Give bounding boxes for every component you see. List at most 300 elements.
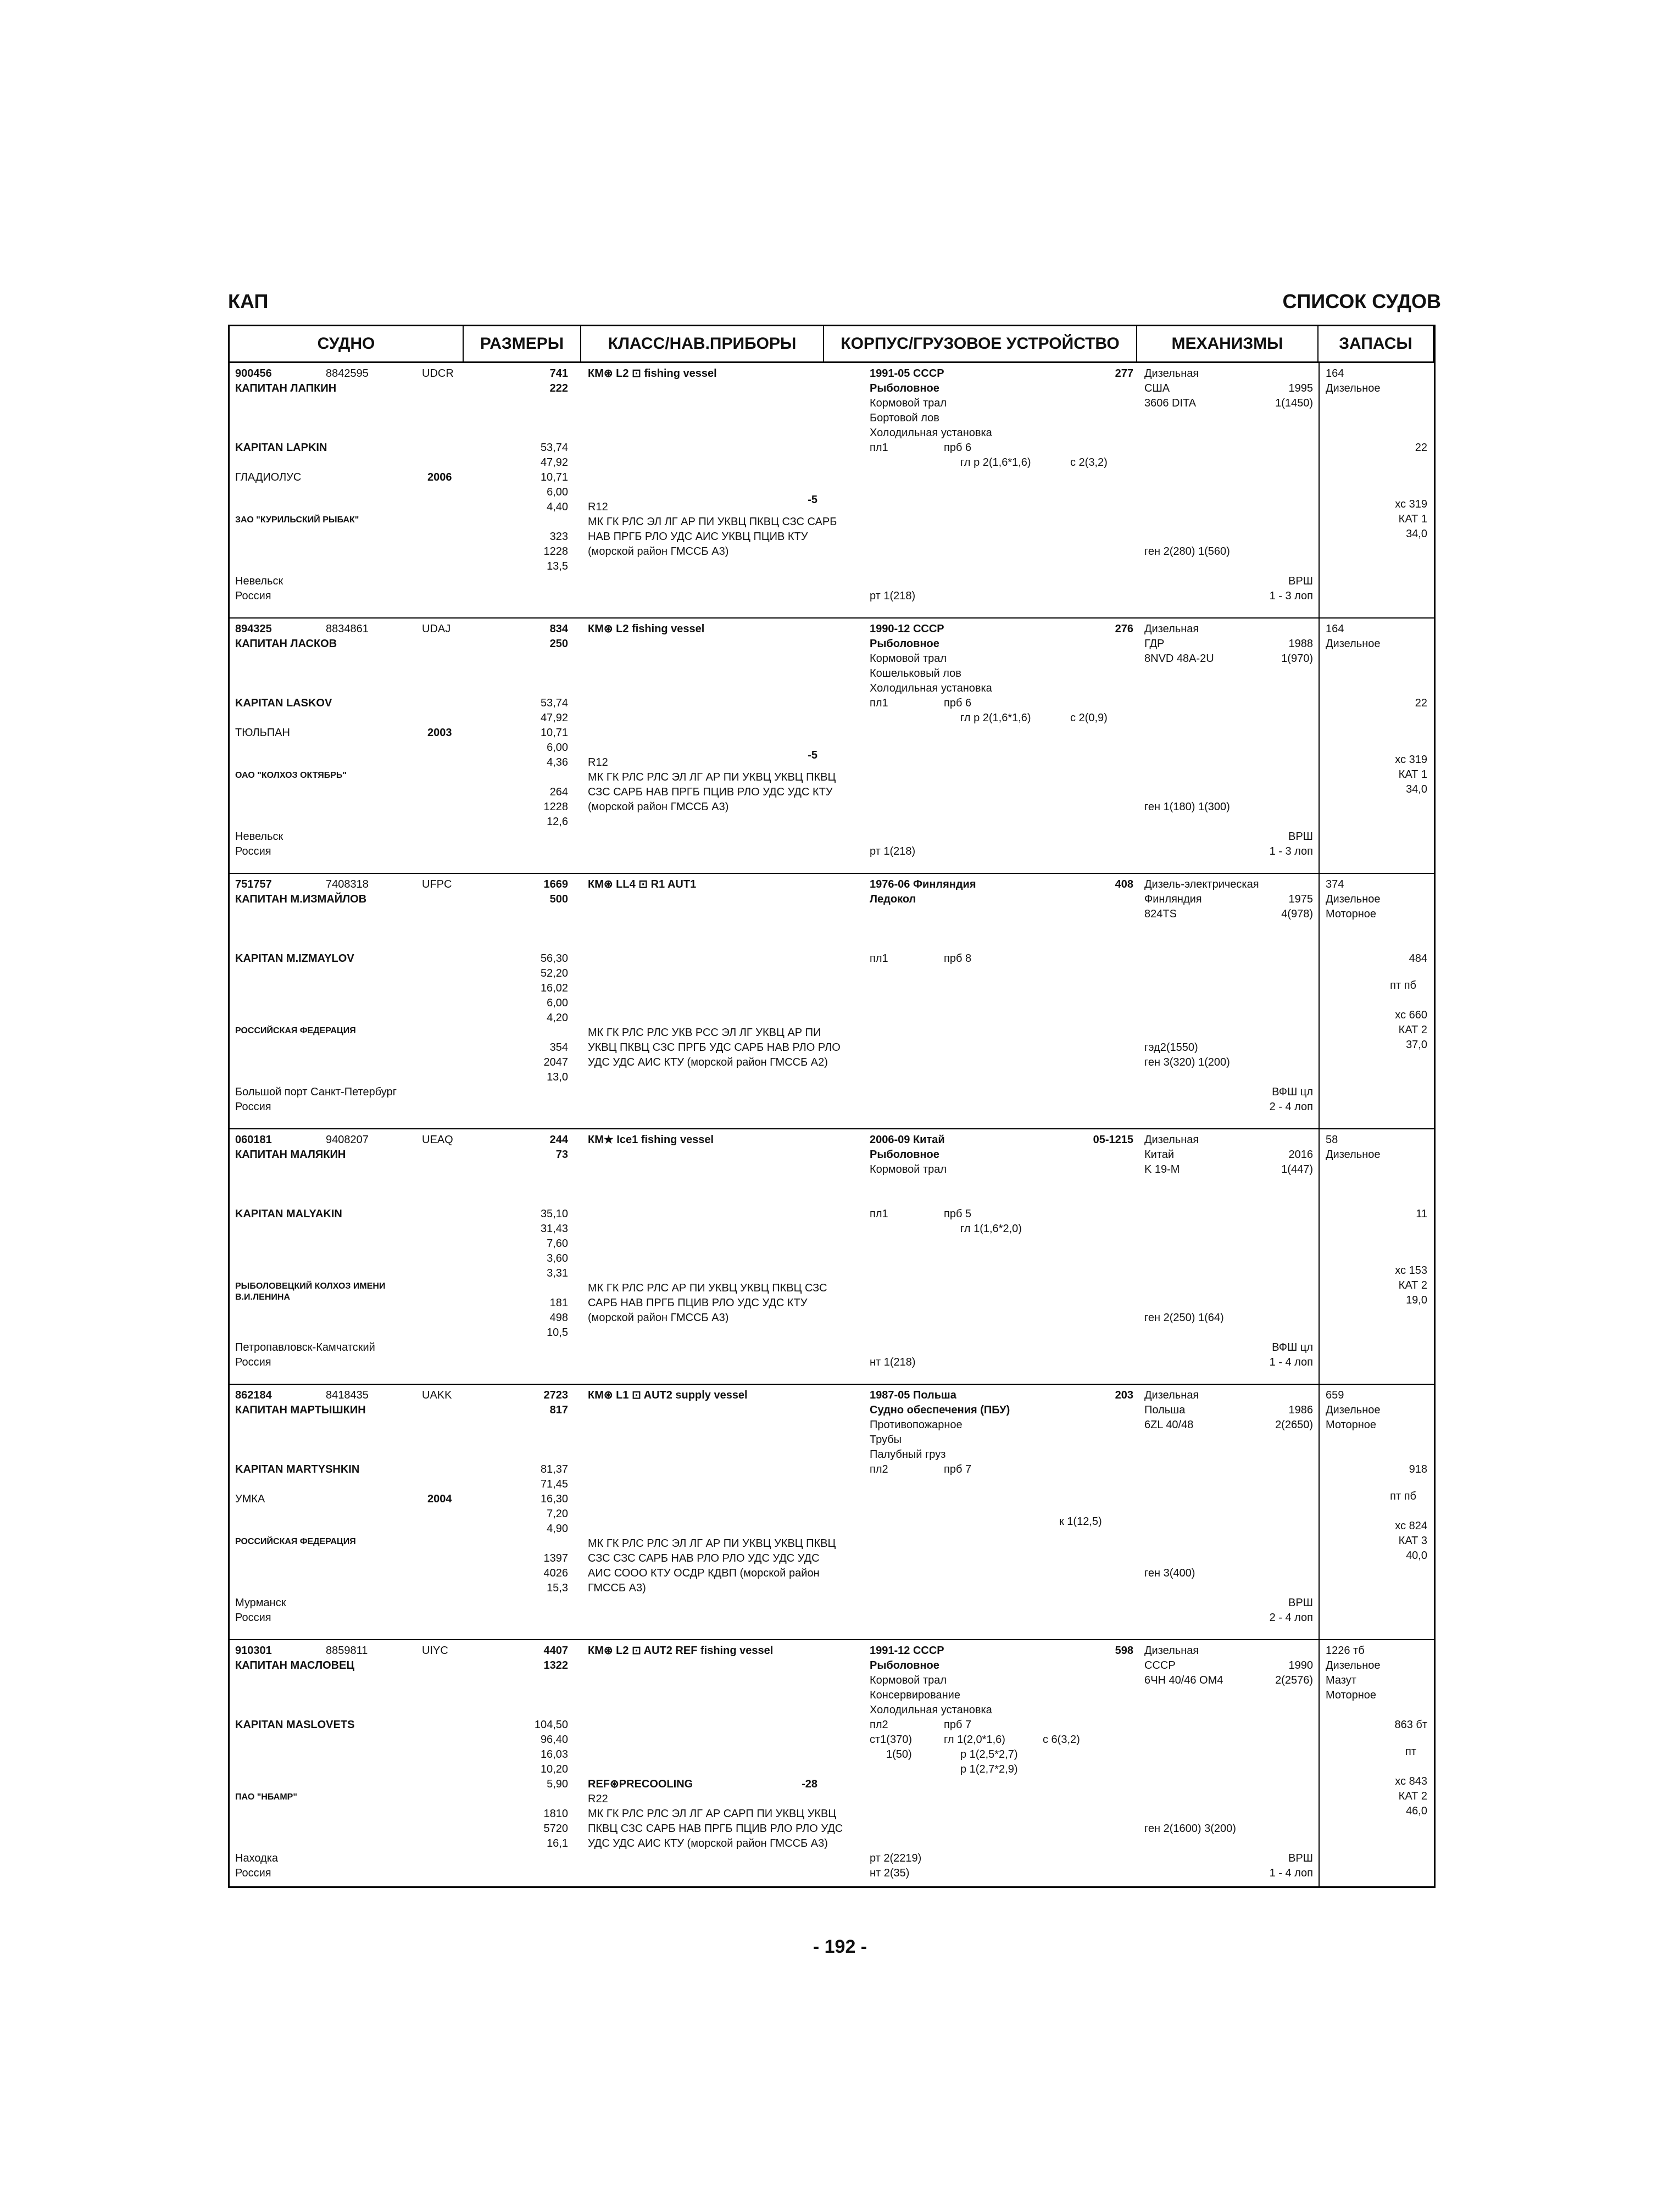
fuel-tank-spec: нт 2(35) xyxy=(870,1867,910,1879)
generator-spec: ген 2(280) 1(560) xyxy=(1144,545,1230,558)
dimension-value: 16,03 xyxy=(540,1748,568,1761)
flag-country: Россия xyxy=(235,845,271,857)
registry-number: 060181 xyxy=(235,1134,272,1146)
hatch-spec: гл 1(2,0*1,6) xyxy=(944,1734,1005,1746)
hold-count: пл2 xyxy=(870,1719,888,1731)
ice-class-line: хс 660 xyxy=(1395,1009,1427,1021)
owner-line: РЫБОЛОВЕЦКИЙ КОЛХОЗ ИМЕНИ xyxy=(235,1282,386,1291)
dimension-value: 12,6 xyxy=(547,816,568,828)
generator-spec: гэд2(1550) xyxy=(1144,1041,1198,1054)
dimension-value: 1322 xyxy=(543,1659,568,1672)
hold-count: пл1 xyxy=(870,1208,888,1220)
hatch-spec: р 1(2,7*2,9) xyxy=(960,1763,1018,1775)
nav-equipment-line: УДС УДС АИС КТУ (морской район ГМССБ А3) xyxy=(588,1837,828,1850)
vessel-name: КАПИТАН МАРТЫШКИН xyxy=(235,1404,366,1416)
ship-table xyxy=(228,325,1436,1888)
nav-equipment-line: (морской район ГМССБ А3) xyxy=(588,545,729,558)
vessel-name-latin: KAPITAN MALYAKIN xyxy=(235,1208,342,1220)
dimension-value: 6,00 xyxy=(547,486,568,498)
supply-capacity: 11 xyxy=(1416,1208,1427,1220)
hull-feature: Противопожарное xyxy=(870,1419,963,1431)
hull-feature: Холодильная установка xyxy=(870,682,992,694)
supply-line: 164 xyxy=(1326,367,1344,380)
former-name: ТЮЛЬПАН xyxy=(235,727,290,739)
build-date-country: 1987-05 Польша xyxy=(870,1389,956,1401)
hatch-spec: гл р 2(1,6*1,6) xyxy=(960,712,1031,724)
nav-equipment-line: ГМССБ А3) xyxy=(588,1582,646,1594)
supply-line: 1226 тб xyxy=(1326,1645,1365,1657)
class-notation: КМ⊛ LL4 ⊡ R1 AUT1 xyxy=(588,878,697,890)
dimension-value: 500 xyxy=(549,893,568,905)
bulkhead-count: прб 6 xyxy=(944,442,972,454)
build-date-country: 1991-12 СССР xyxy=(870,1645,944,1657)
dimension-value: 250 xyxy=(549,638,568,650)
build-number: 277 xyxy=(1115,367,1133,380)
ice-class-line: 19,0 xyxy=(1406,1294,1427,1306)
crane-spec: с 2(3,2) xyxy=(1070,456,1108,469)
dimension-value: 5,90 xyxy=(547,1778,568,1790)
running-header-left: КАП xyxy=(228,290,269,313)
ice-class-line: хс 843 xyxy=(1395,1775,1427,1787)
build-date-country: 2006-09 Китай xyxy=(870,1134,945,1146)
dimension-value: 6,00 xyxy=(547,997,568,1009)
flag-country: Россия xyxy=(235,1356,271,1368)
bulkhead-count: прб 5 xyxy=(944,1208,972,1220)
owner-line: ОАО "КОЛХОЗ ОКТЯБРЬ" xyxy=(235,771,347,780)
nav-equipment-line: МК ГК РЛС ЭЛ ЛГ АР ПИ УКВЦ ПКВЦ СЗС САРБ xyxy=(588,516,837,528)
ice-class-line: хс 153 xyxy=(1395,1264,1427,1277)
engine-year: 2016 xyxy=(1288,1149,1313,1161)
engine-line: США xyxy=(1144,382,1170,394)
fuel-tank-spec: нт 1(218) xyxy=(870,1356,916,1368)
supply-capacity: 918 xyxy=(1409,1463,1427,1475)
propeller-type: ВРШ xyxy=(1288,831,1313,843)
refrigeration-temp: -28 xyxy=(802,1778,817,1790)
registry-number: 900456 xyxy=(235,367,272,380)
hull-feature: Кормовой трал xyxy=(870,1674,947,1686)
ice-class-line: КАТ 2 xyxy=(1398,1279,1427,1291)
build-date-country: 1991-05 СССР xyxy=(870,367,944,380)
propeller-blades: 1 - 4 лоп xyxy=(1269,1356,1313,1368)
former-name: ГЛАДИОЛУС xyxy=(235,471,302,483)
vessel-record xyxy=(230,1129,1434,1385)
crane-spec: к 1(12,5) xyxy=(1059,1515,1102,1528)
hull-feature: Кормовой трал xyxy=(870,397,947,409)
supply-tank-type: пт пб xyxy=(1390,1490,1416,1502)
ice-class-line: 40,0 xyxy=(1406,1549,1427,1562)
build-number: 408 xyxy=(1115,878,1133,890)
nav-equipment-line: АИС СООО КТУ ОСДР КДВП (морской район xyxy=(588,1567,820,1579)
build-number: 203 xyxy=(1115,1389,1133,1401)
propeller-blades: 1 - 4 лоп xyxy=(1269,1867,1313,1879)
dimension-value: 10,71 xyxy=(540,471,568,483)
nav-equipment-line: ПКВЦ СЗС САРБ НАВ ПРГБ ПЦИВ РЛО РЛО УДС xyxy=(588,1823,843,1835)
engine-power: 1(1450) xyxy=(1275,397,1313,409)
supply-capacity: 22 xyxy=(1415,442,1427,454)
dimension-value: 104,50 xyxy=(534,1719,568,1731)
registry-number: 862184 xyxy=(235,1389,272,1401)
ice-class-line: КАТ 1 xyxy=(1398,768,1427,781)
dimension-value: 4,20 xyxy=(547,1012,568,1024)
nav-equipment-line: СЗС САРБ НАВ ПРГБ ПЦИВ РЛО УДС УДС КТУ xyxy=(588,786,833,798)
propeller-type: ВФШ цл xyxy=(1272,1341,1313,1353)
col-header-dimensions: РАЗМЕРЫ xyxy=(464,326,581,361)
engine-year: 1975 xyxy=(1288,893,1313,905)
supply-capacity: 484 xyxy=(1409,952,1427,965)
engine-power: 2(2650) xyxy=(1275,1419,1313,1431)
ref-notation: REF⊛PRECOOLING xyxy=(588,1778,693,1790)
engine-line: Дизельная xyxy=(1144,367,1199,380)
radio-code: R22 xyxy=(588,1793,608,1805)
dimension-value: 3,31 xyxy=(547,1267,568,1279)
ice-class-line: КАТ 1 xyxy=(1398,512,1427,525)
supply-line: Дизельное xyxy=(1326,1149,1381,1161)
dimension-value: 3,60 xyxy=(547,1252,568,1264)
vessel-name: КАПИТАН ЛАСКОВ xyxy=(235,638,337,650)
call-sign: UAKK xyxy=(422,1389,452,1401)
fuel-tank-spec: рт 2(2219) xyxy=(870,1852,922,1864)
dimension-value: 817 xyxy=(549,1404,568,1416)
supply-line: Дизельное xyxy=(1326,382,1381,394)
supply-line: Дизельное xyxy=(1326,1404,1381,1416)
hatch-spec: р 1(2,5*2,7) xyxy=(960,1748,1018,1761)
registry-number: 910301 xyxy=(235,1645,272,1657)
supply-line: Дизельное xyxy=(1326,893,1381,905)
refrigeration-temp: -5 xyxy=(808,493,817,506)
propeller-type: ВРШ xyxy=(1288,1597,1313,1609)
nav-equipment-line: МК ГК РЛС РЛС ЭЛ ЛГ АР ПИ УКВЦ УКВЦ ПКВЦ xyxy=(588,771,836,783)
bulkhead-count: прб 8 xyxy=(944,952,972,965)
engine-line: 6ZL 40/48 xyxy=(1144,1419,1194,1431)
vessel-type: Ледокол xyxy=(870,893,916,905)
ice-class-line: 46,0 xyxy=(1406,1804,1427,1817)
former-name-year: 2006 xyxy=(427,471,452,483)
nav-equipment-line: УКВЦ ПКВЦ СЗС ПРГБ УДС САРБ НАВ РЛО РЛО xyxy=(588,1041,841,1054)
call-sign: UEAQ xyxy=(422,1134,453,1146)
vessel-name: КАПИТАН ЛАПКИН xyxy=(235,382,337,394)
engine-line: 8NVD 48A-2U xyxy=(1144,653,1214,665)
cargo-capacity: 1(50) xyxy=(886,1748,912,1761)
generator-spec: ген 3(320) 1(200) xyxy=(1144,1056,1230,1068)
build-date-country: 1990-12 СССР xyxy=(870,623,944,635)
engine-line: Дизельная xyxy=(1144,1134,1199,1146)
bulkhead-count: прб 7 xyxy=(944,1719,972,1731)
former-name-year: 2004 xyxy=(427,1493,452,1505)
hold-count: пл2 xyxy=(870,1463,888,1475)
refrigeration-temp: -5 xyxy=(808,749,817,761)
supply-tank-type: пт пб xyxy=(1390,979,1416,991)
vessel-name-latin: KAPITAN MARTYSHKIN xyxy=(235,1463,360,1475)
nav-equipment-line: (морской район ГМССБ А3) xyxy=(588,1312,729,1324)
owner-line: РОССИЙСКАЯ ФЕДЕРАЦИЯ xyxy=(235,1026,356,1035)
build-date-country: 1976-06 Финляндия xyxy=(870,878,976,890)
dimension-value: 52,20 xyxy=(540,967,568,979)
imo-number: 7408318 xyxy=(326,878,369,890)
dimension-value: 56,30 xyxy=(540,952,568,965)
col-header-machinery: МЕХАНИЗМЫ xyxy=(1137,326,1319,361)
nav-equipment-line: СЗС СЗС САРБ НАВ РЛО РЛО УДС УДС УДС xyxy=(588,1552,820,1564)
hull-feature: Палубный груз xyxy=(870,1449,946,1461)
crane-spec: с 2(0,9) xyxy=(1070,712,1108,724)
dimension-value: 7,60 xyxy=(547,1238,568,1250)
nav-equipment-line: МК ГК РЛС РЛС АР ПИ УКВЦ УКВЦ ПКВЦ СЗС xyxy=(588,1282,827,1294)
dimension-value: 7,20 xyxy=(547,1508,568,1520)
ice-class-line: 37,0 xyxy=(1406,1038,1427,1051)
registry-number: 751757 xyxy=(235,878,272,890)
ice-class-line: 34,0 xyxy=(1406,527,1427,540)
hold-count: пл1 xyxy=(870,697,888,709)
dimension-value: 4407 xyxy=(543,1645,568,1657)
supply-line: Моторное xyxy=(1326,1419,1377,1431)
dimension-value: 1397 xyxy=(543,1552,568,1564)
engine-power: 2(2576) xyxy=(1275,1674,1313,1686)
hull-feature: Кормовой трал xyxy=(870,653,947,665)
dimension-value: 16,02 xyxy=(540,982,568,994)
vessel-name: КАПИТАН МАСЛОВЕЦ xyxy=(235,1659,355,1672)
dimension-value: 4026 xyxy=(543,1567,568,1579)
dimension-value: 96,40 xyxy=(540,1734,568,1746)
cargo-capacity: ст1(370) xyxy=(870,1734,912,1746)
propeller-blades: 2 - 4 лоп xyxy=(1269,1612,1313,1624)
hull-feature: Трубы xyxy=(870,1434,902,1446)
nav-equipment-line: МК ГК РЛС РЛС ЭЛ ЛГ АР САРП ПИ УКВЦ УКВЦ xyxy=(588,1808,837,1820)
ice-class-line: КАТ 2 xyxy=(1398,1790,1427,1802)
dimension-value: 16,1 xyxy=(547,1837,568,1850)
ice-class-line: хс 319 xyxy=(1395,753,1427,766)
flag-country: Россия xyxy=(235,1612,271,1624)
nav-equipment-line: САРБ НАВ ПРГБ ПЦИВ РЛО УДС УДС КТУ xyxy=(588,1297,808,1309)
dimension-value: 73 xyxy=(555,1149,568,1161)
vessel-type: Рыболовное xyxy=(870,1149,939,1161)
fuel-tank-spec: рт 1(218) xyxy=(870,845,916,857)
hatch-spec: гл 1(1,6*2,0) xyxy=(960,1223,1022,1235)
hull-feature: Консервирование xyxy=(870,1689,960,1701)
engine-year: 1995 xyxy=(1288,382,1313,394)
dimension-value: 31,43 xyxy=(540,1223,568,1235)
supply-line: Дизельное xyxy=(1326,638,1381,650)
dimension-value: 71,45 xyxy=(540,1478,568,1490)
ice-class-line: хс 824 xyxy=(1395,1519,1427,1532)
class-notation: КМ⊛ L1 ⊡ AUT2 supply vessel xyxy=(588,1389,748,1401)
build-number: 276 xyxy=(1115,623,1133,635)
engine-year: 1990 xyxy=(1288,1659,1313,1672)
dimension-value: 13,5 xyxy=(547,560,568,572)
dimension-value: 2723 xyxy=(543,1389,568,1401)
dimension-value: 10,71 xyxy=(540,727,568,739)
class-notation: КМ⊛ L2 fishing vessel xyxy=(588,623,705,635)
home-port: Петропавловск-Камчатский xyxy=(235,1341,375,1353)
engine-power: 4(978) xyxy=(1281,908,1313,920)
bulkhead-count: прб 7 xyxy=(944,1463,972,1475)
vessel-name: КАПИТАН М.ИЗМАЙЛОВ xyxy=(235,893,367,905)
engine-line: 3606 DITA xyxy=(1144,397,1197,409)
nav-equipment-line: МК ГК РЛС РЛС УКВ РСС ЭЛ ЛГ УКВЦ АР ПИ xyxy=(588,1027,821,1039)
hatch-spec: гл р 2(1,6*1,6) xyxy=(960,456,1031,469)
radio-code: R12 xyxy=(588,756,608,768)
dimension-value: 354 xyxy=(549,1041,568,1054)
dimension-value: 1228 xyxy=(543,545,568,558)
dimension-value: 181 xyxy=(549,1297,568,1309)
call-sign: UFPC xyxy=(422,878,452,890)
engine-line: Польша xyxy=(1144,1404,1186,1416)
owner-line: ПАО "НБАМР" xyxy=(235,1792,297,1802)
supply-line: 374 xyxy=(1326,878,1344,890)
supply-capacity: 863 бт xyxy=(1394,1719,1427,1731)
generator-spec: ген 2(1600) 3(200) xyxy=(1144,1823,1236,1835)
engine-line: Дизельная xyxy=(1144,1389,1199,1401)
call-sign: UDAJ xyxy=(422,623,451,635)
engine-line: Финляндия xyxy=(1144,893,1202,905)
dimension-value: 81,37 xyxy=(540,1463,568,1475)
generator-spec: ген 1(180) 1(300) xyxy=(1144,801,1230,813)
engine-line: Китай xyxy=(1144,1149,1175,1161)
vessel-name-latin: KAPITAN LAPKIN xyxy=(235,442,327,454)
dimension-value: 35,10 xyxy=(540,1208,568,1220)
dimension-value: 53,74 xyxy=(540,697,568,709)
nav-equipment-line: (морской район ГМССБ А3) xyxy=(588,801,729,813)
vessel-type: Рыболовное xyxy=(870,382,939,394)
vessel-name: КАПИТАН МАЛЯКИН xyxy=(235,1149,346,1161)
engine-line: ГДР xyxy=(1144,638,1165,650)
engine-line: Дизельная xyxy=(1144,623,1199,635)
radio-code: R12 xyxy=(588,501,608,513)
ice-class-line: 34,0 xyxy=(1406,783,1427,795)
vessel-record xyxy=(230,1385,1434,1640)
dimension-value: 47,92 xyxy=(540,456,568,469)
engine-line: СССР xyxy=(1144,1659,1176,1672)
ice-class-line: хс 319 xyxy=(1395,498,1427,510)
supply-line: 164 xyxy=(1326,623,1344,635)
dimension-value: 2047 xyxy=(543,1056,568,1068)
nav-equipment-line: УДС УДС АИС КТУ (морской район ГМССБ А2) xyxy=(588,1056,828,1068)
ice-class-line: КАТ 3 xyxy=(1398,1534,1427,1547)
crane-spec: с 6(3,2) xyxy=(1043,1734,1080,1746)
dimension-value: 4,40 xyxy=(547,501,568,513)
supply-line: Дизельное xyxy=(1326,1659,1381,1672)
dimension-value: 15,3 xyxy=(547,1582,568,1594)
generator-spec: ген 3(400) xyxy=(1144,1567,1195,1579)
dimension-value: 1228 xyxy=(543,801,568,813)
fuel-tank-spec: рт 1(218) xyxy=(870,590,916,602)
supply-tank-type: пт xyxy=(1405,1745,1416,1758)
dimension-value: 13,0 xyxy=(547,1071,568,1083)
former-name: УМКА xyxy=(235,1493,265,1505)
class-notation: КМ★ Ice1 fishing vessel xyxy=(588,1134,714,1146)
class-notation: КМ⊛ L2 ⊡ fishing vessel xyxy=(588,367,717,380)
imo-number: 9408207 xyxy=(326,1134,369,1146)
supply-line: Моторное xyxy=(1326,1689,1377,1701)
nav-equipment-line: НАВ ПРГБ РЛО УДС АИС УКВЦ ПЦИВ КТУ xyxy=(588,531,808,543)
dimension-value: 222 xyxy=(549,382,568,394)
vessel-type: Судно обеспечения (ПБУ) xyxy=(870,1404,1010,1416)
supply-line: 58 xyxy=(1326,1134,1338,1146)
vessel-name-latin: KAPITAN M.IZMAYLOV xyxy=(235,952,354,965)
supply-line: Моторное xyxy=(1326,908,1377,920)
col-header-class: КЛАСС/НАВ.ПРИБОРЫ xyxy=(581,326,824,361)
call-sign: UDCR xyxy=(422,367,454,380)
home-port: Находка xyxy=(235,1852,279,1864)
propeller-type: ВФШ цл xyxy=(1272,1086,1313,1098)
engine-year: 1986 xyxy=(1288,1404,1313,1416)
vessel-record xyxy=(230,874,1434,1129)
col-header-supplies: ЗАПАСЫ xyxy=(1319,326,1434,361)
imo-number: 8842595 xyxy=(326,367,369,380)
supply-line: 659 xyxy=(1326,1389,1344,1401)
col-header-vessel: СУДНО xyxy=(230,326,464,361)
dimension-value: 5720 xyxy=(543,1823,568,1835)
dimension-value: 53,74 xyxy=(540,442,568,454)
dimension-value: 47,92 xyxy=(540,712,568,724)
supply-line: Мазут xyxy=(1326,1674,1356,1686)
imo-number: 8859811 xyxy=(326,1645,368,1657)
vessel-record xyxy=(230,1640,1434,1896)
registry-number: 894325 xyxy=(235,623,272,635)
dimension-value: 1810 xyxy=(543,1808,568,1820)
dimension-value: 16,30 xyxy=(540,1493,568,1505)
nav-equipment-line: МК ГК РЛС РЛС ЭЛ ЛГ АР ПИ УКВЦ УКВЦ ПКВЦ xyxy=(588,1537,836,1550)
class-notation: КМ⊛ L2 ⊡ AUT2 REF fishing vessel xyxy=(588,1645,774,1657)
vessel-type: Рыболовное xyxy=(870,1659,939,1672)
engine-power: 1(970) xyxy=(1281,653,1313,665)
running-header-right: СПИСОК СУДОВ xyxy=(1282,290,1441,313)
engine-year: 1988 xyxy=(1288,638,1313,650)
vessel-type: Рыболовное xyxy=(870,638,939,650)
propeller-type: ВРШ xyxy=(1288,1852,1313,1864)
dimension-value: 498 xyxy=(549,1312,568,1324)
hull-feature: Кошельковый лов xyxy=(870,667,961,679)
page-number: - 192 - xyxy=(813,1936,867,1957)
dimension-value: 323 xyxy=(549,531,568,543)
engine-line: 6ЧН 40/46 ОМ4 xyxy=(1144,1674,1223,1686)
imo-number: 8418435 xyxy=(326,1389,369,1401)
hull-feature: Холодильная установка xyxy=(870,427,992,439)
dimension-value: 10,5 xyxy=(547,1327,568,1339)
ice-class-line: КАТ 2 xyxy=(1398,1023,1427,1036)
home-port: Невельск xyxy=(235,831,283,843)
former-name-year: 2003 xyxy=(427,727,452,739)
col-header-hull: КОРПУС/ГРУЗОВОЕ УСТРОЙСТВО xyxy=(824,326,1137,361)
hold-count: пл1 xyxy=(870,952,888,965)
dimension-value: 10,20 xyxy=(540,1763,568,1775)
engine-line: 824TS xyxy=(1144,908,1177,920)
vessel-record xyxy=(230,619,1434,874)
build-number: 05-1215 xyxy=(1093,1134,1133,1146)
dimension-value: 741 xyxy=(549,367,568,380)
home-port: Большой порт Санкт-Петербург xyxy=(235,1086,397,1098)
engine-power: 1(447) xyxy=(1281,1163,1313,1176)
imo-number: 8834861 xyxy=(326,623,369,635)
propeller-blades: 1 - 3 лоп xyxy=(1269,845,1313,857)
dimension-value: 1669 xyxy=(543,878,568,890)
generator-spec: ген 2(250) 1(64) xyxy=(1144,1312,1224,1324)
dimension-value: 4,90 xyxy=(547,1523,568,1535)
vessel-record xyxy=(230,363,1434,619)
owner-line: ЗАО "КУРИЛЬСКИЙ РЫБАК" xyxy=(235,515,359,525)
flag-country: Россия xyxy=(235,590,271,602)
home-port: Мурманск xyxy=(235,1597,286,1609)
vessel-name-latin: KAPITAN MASLOVETS xyxy=(235,1719,355,1731)
propeller-blades: 1 - 3 лоп xyxy=(1269,590,1313,602)
supply-capacity: 22 xyxy=(1415,697,1427,709)
dimension-value: 244 xyxy=(549,1134,568,1146)
owner-line: РОССИЙСКАЯ ФЕДЕРАЦИЯ xyxy=(235,1537,356,1546)
propeller-type: ВРШ xyxy=(1288,575,1313,587)
engine-line: Дизель-электрическая xyxy=(1144,878,1259,890)
hull-feature: Кормовой трал xyxy=(870,1163,947,1176)
dimension-value: 6,00 xyxy=(547,742,568,754)
vessel-name-latin: KAPITAN LASKOV xyxy=(235,697,332,709)
owner-line: В.И.ЛЕНИНА xyxy=(235,1293,291,1302)
